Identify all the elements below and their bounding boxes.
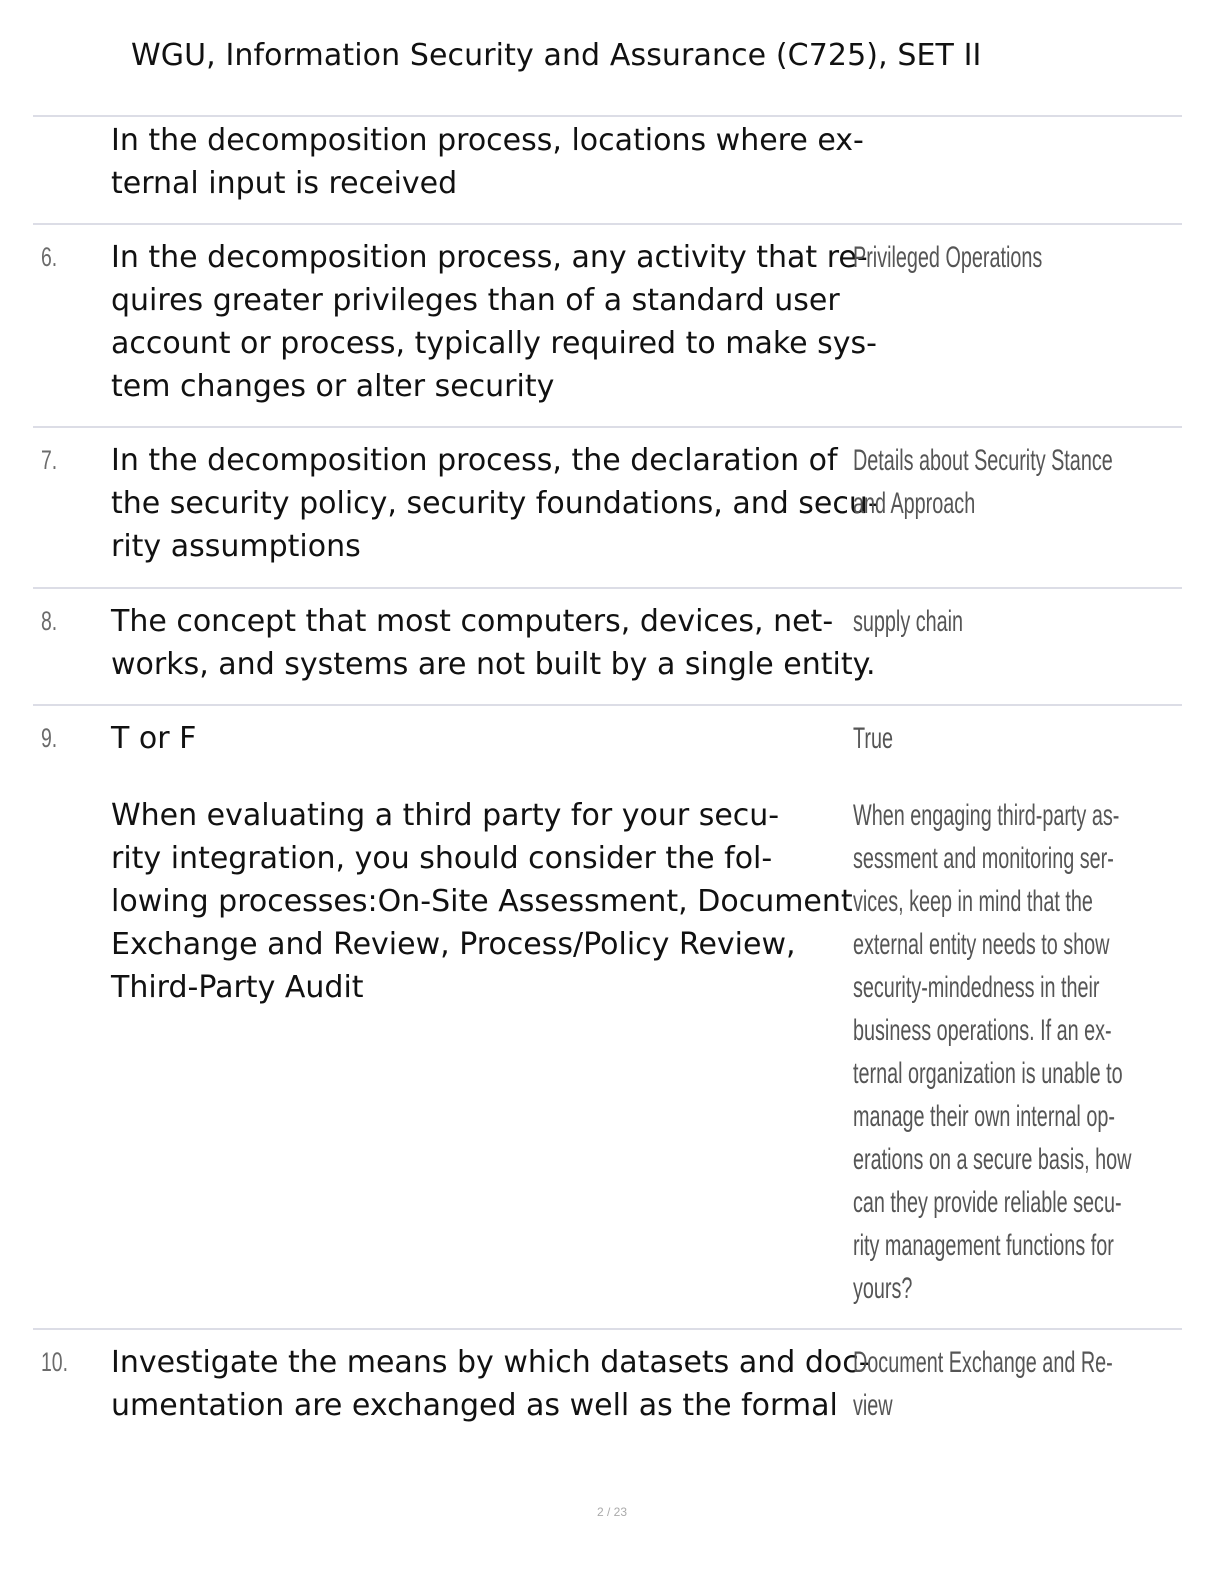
answer-line: Document Exchange and Re-	[853, 1346, 1113, 1379]
card-number: 7.	[41, 445, 58, 475]
divider	[33, 426, 1182, 428]
answer-line: supply chain	[853, 605, 964, 638]
answer-line: view	[853, 1389, 893, 1422]
answer-spacer	[853, 760, 1163, 794]
question-line: T or F	[111, 721, 197, 756]
page-header-title: WGU, Information Security and Assurance (C725), SET II	[131, 38, 982, 73]
question-line: lowing processes:On-Site Assessment, Document	[111, 884, 853, 919]
question-line: In the decomposition process, locations where ex-	[111, 123, 864, 158]
answer-text	[853, 600, 1163, 643]
answer-line: and Approach	[853, 487, 976, 520]
question-line: Third-Party Audit	[111, 970, 364, 1005]
answer-line: external entity needs to show	[853, 928, 1110, 961]
divider	[33, 587, 1182, 589]
question-line: Exchange and Review, Process/Policy Review,	[111, 927, 796, 962]
question-text	[111, 439, 879, 568]
question-line: umentation are exchanged as well as the formal	[111, 1388, 838, 1423]
question-line: quires greater privileges than of a standard user	[111, 283, 840, 318]
question-line: rity assumptions	[111, 529, 361, 564]
answer-line: erations on a secure basis, how	[853, 1143, 1132, 1176]
question-line: The concept that most computers, devices, net-	[111, 604, 834, 639]
answer-line: security-mindedness in their	[853, 971, 1100, 1004]
answer-line: When engaging third-party as-	[853, 799, 1120, 832]
card-number: 8.	[41, 606, 58, 636]
card-number: 10.	[41, 1347, 69, 1377]
page-number: 2 / 23	[596, 1505, 628, 1519]
answer-line: Details about Security Stance	[853, 444, 1113, 477]
question-spacer	[111, 760, 856, 794]
answer-text	[853, 236, 1163, 279]
question-text	[111, 1341, 870, 1427]
divider	[33, 1328, 1182, 1330]
question-line: In the decomposition process, any activity that re-	[111, 240, 868, 275]
question-line: account or process, typically required to make sys-	[111, 326, 877, 361]
answer-line: sessment and monitoring ser-	[853, 842, 1114, 875]
answer-line: manage their own internal op-	[853, 1100, 1115, 1133]
question-text	[111, 236, 877, 408]
answer-line: vices, keep in mind that the	[853, 885, 1093, 918]
divider	[33, 223, 1182, 225]
card-number: 9.	[41, 723, 58, 753]
question-line: the security policy, security foundations, and secu-	[111, 486, 879, 521]
answer-text	[853, 1341, 1163, 1427]
question-text	[111, 119, 864, 205]
question-line: When evaluating a third party for your secu-	[111, 798, 780, 833]
answer-line: can they provide reliable secu-	[853, 1186, 1122, 1219]
divider	[33, 115, 1182, 117]
question-line: Investigate the means by which datasets and doc-	[111, 1345, 870, 1380]
answer-line: rity management functions for	[853, 1229, 1114, 1262]
question-text	[111, 717, 856, 1009]
answer-line: ternal organization is unable to	[853, 1057, 1123, 1090]
answer-text	[853, 717, 1163, 1310]
question-text	[111, 600, 876, 686]
question-line: works, and systems are not built by a single entity.	[111, 647, 876, 682]
question-line: ternal input is received	[111, 166, 458, 201]
question-line: rity integration, you should consider the fol-	[111, 841, 773, 876]
question-line: tem changes or alter security	[111, 369, 555, 404]
question-line: In the decomposition process, the declaration of	[111, 443, 838, 478]
answer-line: yours?	[853, 1272, 913, 1305]
divider	[33, 704, 1182, 706]
answer-text	[853, 439, 1163, 525]
card-number: 6.	[41, 242, 58, 272]
answer-line: Privileged Operations	[853, 241, 1043, 274]
answer-line: True	[853, 722, 893, 755]
answer-line: business operations. If an ex-	[853, 1014, 1112, 1047]
